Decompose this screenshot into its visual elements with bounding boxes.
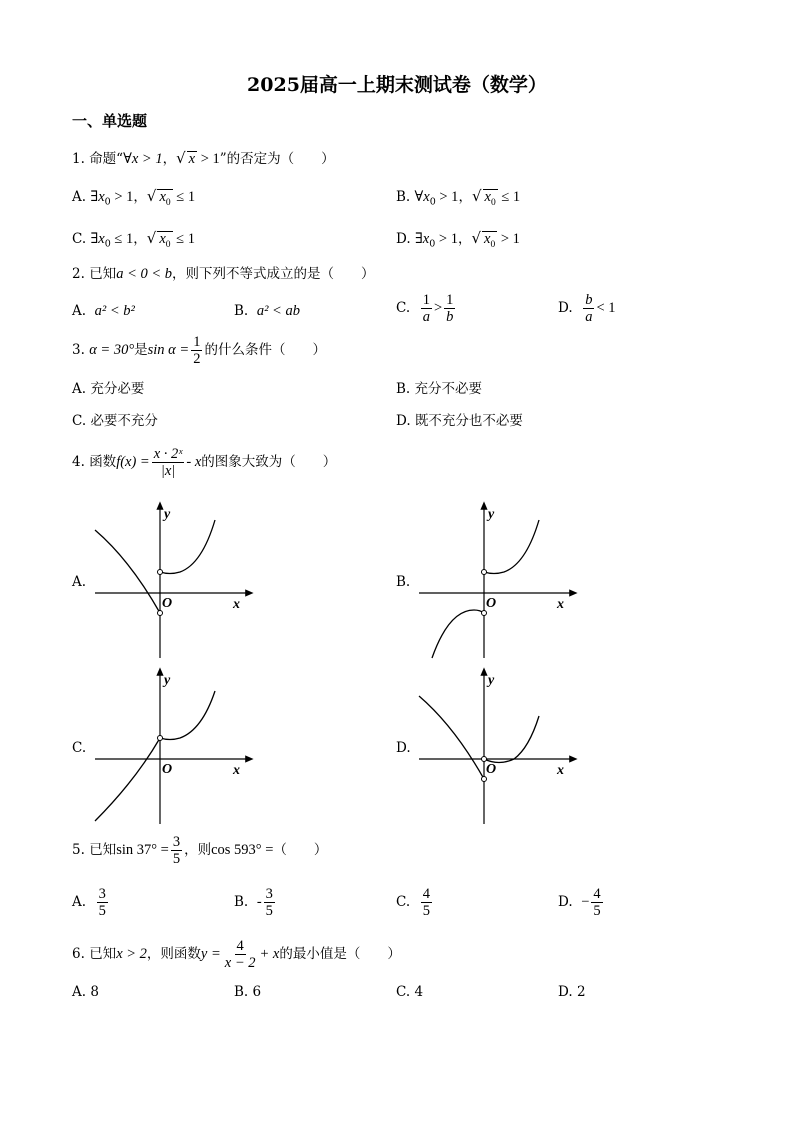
graph-d-label[interactable]: D. xyxy=(396,740,411,756)
question-1-stem: 1. 命题“∀x > 1，√ x > 1”的否定为（ ） xyxy=(72,149,335,167)
q6-option-c[interactable]: C. 4 xyxy=(396,984,424,1000)
question-6-stem: 6. 已知x > 2，则函数y = $\frac{4}{x - 2}$ + x的最小值是（ ） xyxy=(72,938,401,971)
open-point xyxy=(482,611,487,616)
y-axis-label: y xyxy=(488,507,495,522)
x-axis-label: x xyxy=(233,763,240,778)
curve-right xyxy=(484,520,539,574)
question-5-stem: 5. 已知sin 37° = $\frac{3}{5}$ ，则cos 593° =（ ） xyxy=(72,834,328,867)
q5-option-a[interactable]: A. $\frac{3}{5}$ xyxy=(72,886,106,919)
q5-option-d[interactable]: D. − $\frac{4}{5}$ xyxy=(558,886,601,919)
curve-right xyxy=(484,716,539,763)
x-axis-label: x xyxy=(557,597,564,612)
q6-option-d[interactable]: D. 2 xyxy=(558,984,586,1000)
q1-option-d[interactable]: D. $\exists x_0 > 1$，√ $x_0 > 1$ xyxy=(396,228,520,255)
graph-a-label[interactable]: A. xyxy=(72,574,87,590)
open-point xyxy=(482,570,487,575)
y-axis-label: y xyxy=(164,507,171,522)
q2-option-c[interactable]: C. $\frac{1}{a}$ > $\frac{1}{b}$ xyxy=(396,292,454,325)
q3-option-c[interactable]: C. 必要不充分 xyxy=(72,413,158,429)
question-2-stem: 2. 已知a < 0 < b，则下列不等式成立的是（ ） xyxy=(72,266,375,282)
question-number: 1. xyxy=(72,151,85,167)
graph-b xyxy=(414,500,584,665)
q3-option-a[interactable]: A. 充分必要 xyxy=(72,381,145,397)
open-point xyxy=(158,736,163,741)
q1-option-c[interactable]: C. $\exists x_0 \le 1$，√ $x_0 \le 1$ xyxy=(72,228,195,255)
graph-a xyxy=(90,500,260,665)
q1-option-b[interactable]: B. $\forall x_0 > 1$，√ $x_0 \le 1$ xyxy=(396,186,520,213)
graph-c-label[interactable]: C. xyxy=(72,740,87,756)
curve-right xyxy=(160,520,215,574)
q3-option-d[interactable]: D. 既不充分也不必要 xyxy=(396,413,523,429)
q1-option-a[interactable]: A. $\exists x_0 > 1$，√ $x_0 \le 1$ xyxy=(72,186,195,213)
question-3-stem: 3. α = 30°是sin α = $\frac{1}{2}$ 的什么条件（ ） xyxy=(72,334,326,367)
curve-left xyxy=(432,610,484,658)
q5-option-b[interactable]: B. - $\frac{3}{5}$ xyxy=(234,886,273,919)
open-point xyxy=(158,611,163,616)
page-title: 2025届高一上期末测试卷（数学） xyxy=(247,74,547,96)
y-axis-label: y xyxy=(488,673,495,688)
q6-option-b[interactable]: B. 6 xyxy=(234,984,262,1000)
curve-right xyxy=(160,691,215,740)
q5-option-c[interactable]: C. $\frac{4}{5}$ xyxy=(396,886,430,919)
graph-b-label[interactable]: B. xyxy=(396,574,411,590)
q2-option-a[interactable]: A. a² < b² xyxy=(72,303,135,319)
x-axis-label: x xyxy=(233,597,240,612)
section-heading: 一、单选题 xyxy=(72,112,148,130)
origin-label: O xyxy=(486,762,497,777)
question-4-stem: 4. 函数f(x) = $\frac{\text{x · 2ˣ}}{|x|}$ - x的图象大致为（ ） xyxy=(72,446,337,479)
graph-c xyxy=(90,666,260,831)
x-axis-label: x xyxy=(557,763,564,778)
origin-label: O xyxy=(486,596,497,611)
curve-left xyxy=(95,530,160,613)
curve-left xyxy=(95,738,160,821)
open-point xyxy=(158,570,163,575)
origin-label: O xyxy=(162,762,173,777)
q3-option-b[interactable]: B. 充分不必要 xyxy=(396,381,483,397)
q2-option-d[interactable]: D. $\frac{b}{a}$ < 1 xyxy=(558,292,616,325)
origin-label: O xyxy=(162,596,173,611)
curve-left xyxy=(419,696,484,779)
graph-d xyxy=(414,666,584,831)
y-axis-label: y xyxy=(164,673,171,688)
open-point xyxy=(482,757,487,762)
q2-option-b[interactable]: B. a² < ab xyxy=(234,303,300,319)
open-point xyxy=(482,777,487,782)
q6-option-a[interactable]: A. 8 xyxy=(72,984,99,1000)
